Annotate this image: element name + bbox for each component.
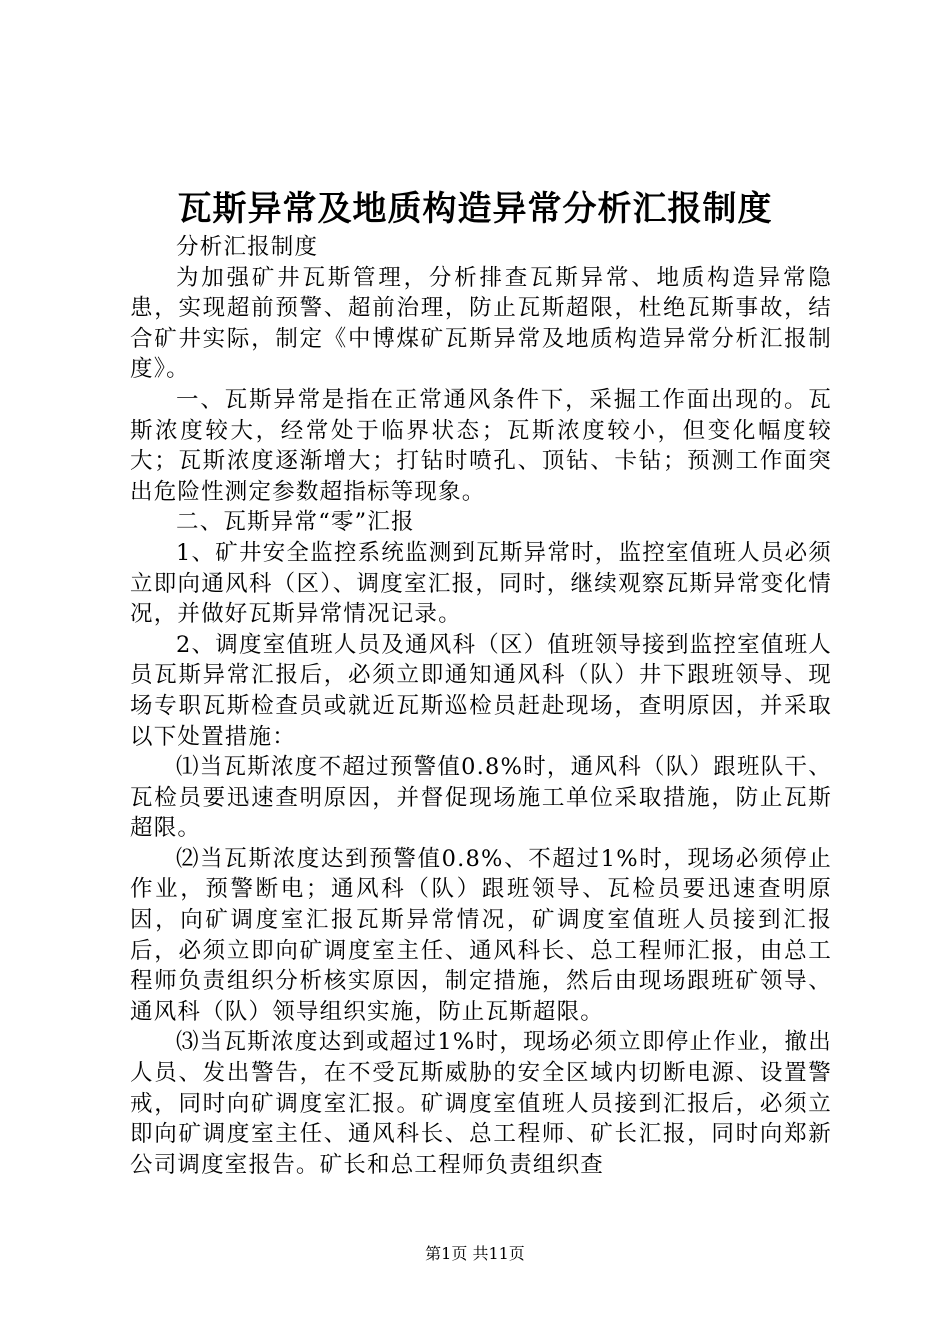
paragraph-subtitle: 分析汇报制度: [176, 234, 319, 260]
paragraph-measure-2: ⑵当瓦斯浓度达到预警值0.8%、不超过1%时，现场必须停止作业，预警断电；通风科（队）跟班领导、瓦检员要迅速查明原因，向矿调度室汇报瓦斯异常情况，矿调度室值班人员接到汇报后，必须立即向矿调度室主任、通风科长、总工程师汇报，由总工程师负责组织分析核实原因，制定措施，然后由现场跟班矿领导、通风科（队）领导组织实施，防止瓦斯超限。: [130, 845, 832, 1025]
paragraph-intro: 为加强矿井瓦斯管理，分析排查瓦斯异常、地质构造异常隐患，实现超前预警、超前治理，防止瓦斯超限，杜绝瓦斯事故，结合矿井实际，制定《中博煤矿瓦斯异常及地质构造异常分析汇报制度》。: [130, 264, 832, 383]
paragraph-measure-1: ⑴当瓦斯浓度不超过预警值0.8%时，通风科（队）跟班队干、瓦检员要迅速查明原因，并督促现场施工单位采取措施，防止瓦斯超限。: [130, 754, 832, 842]
page-number-footer: 第1页 共11页: [425, 1244, 525, 1263]
document-title: 瓦斯异常及地质构造异常分析汇报制度: [177, 189, 773, 229]
paragraph-item-1: 1、矿井安全监控系统监测到瓦斯异常时，监控室值班人员必须立即向通风科（区）、调度室汇报，同时，继续观察瓦斯异常变化情况，并做好瓦斯异常情况记录。: [130, 539, 832, 628]
document-body: [130, 232, 832, 1180]
paragraph-section-1: 一、瓦斯异常是指在正常通风条件下，采掘工作面出现的。瓦斯浓度较大，经常处于临界状态；瓦斯浓度较小，但变化幅度较大；瓦斯浓度逐渐增大；打钻时喷孔、顶钻、卡钻；预测工作面突出危险性测定参数超指标等现象。: [130, 386, 832, 505]
paragraph-measure-3: ⑶当瓦斯浓度达到或超过1%时，现场必须立即停止作业，撤出人员、发出警告，在不受瓦斯威胁的安全区域内切断电源、设置警戒，同时向矿调度室汇报。矿调度室值班人员接到汇报后，必须立即向矿调度室主任、通风科长、总工程师、矿长汇报，同时向郑新公司调度室报告。矿长和总工程师负责组织查: [130, 1029, 832, 1178]
paragraph-section-2-heading: 二、瓦斯异常“零”汇报: [176, 509, 415, 536]
paragraph-item-2: 2、调度室值班人员及通风科（区）值班领导接到监控室值班人员瓦斯异常汇报后，必须立即通知通风科（队）井下跟班领导、现场专职瓦斯检查员或就近瓦斯巡检员赶赴现场，查明原因，并采取以下处置措施：: [130, 631, 832, 750]
